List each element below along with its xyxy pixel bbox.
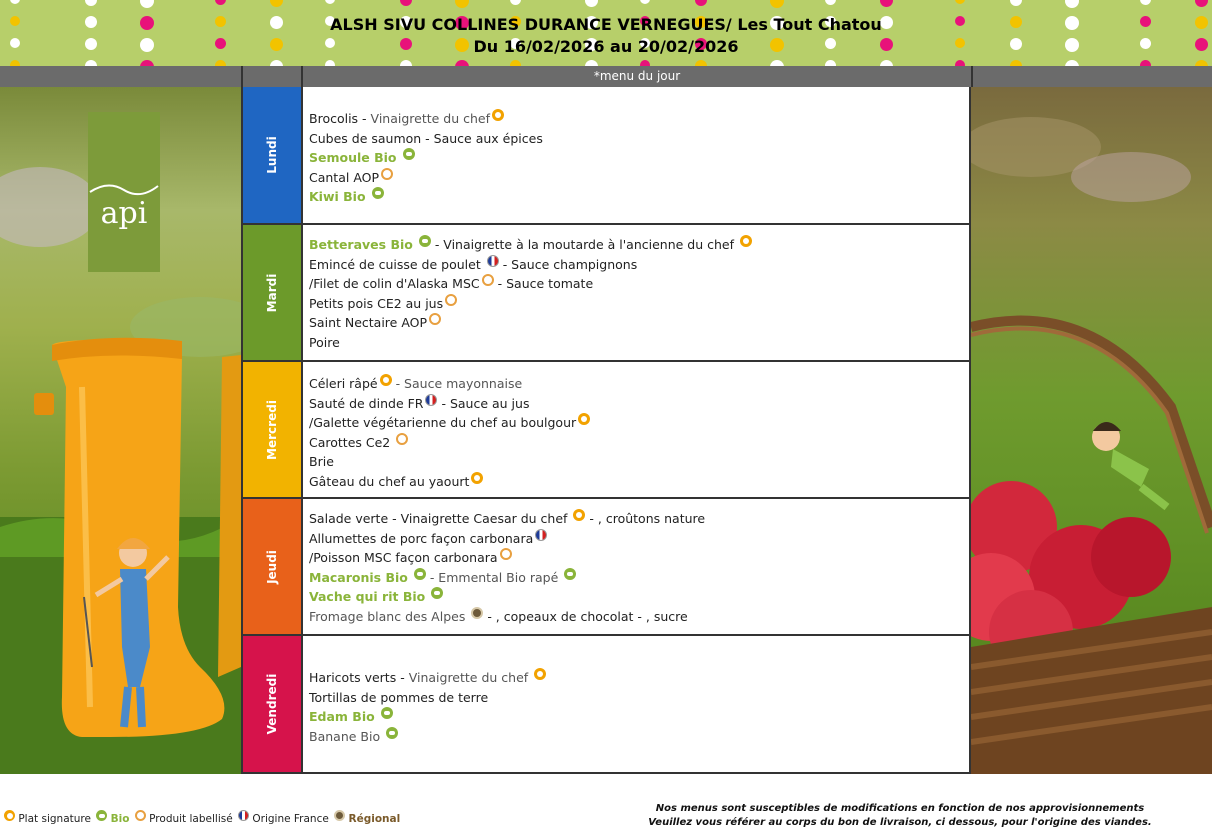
origine-france-icon (238, 810, 249, 821)
polka-dot (880, 0, 893, 7)
polka-dot (1195, 0, 1208, 7)
boot-illustration (0, 87, 241, 774)
bio-icon (372, 187, 384, 199)
regional-icon (334, 810, 345, 821)
polka-dot (325, 0, 335, 4)
polka-dot (270, 0, 283, 7)
disclaimer-line-1: Nos menus sont susceptibles de modifications en fonction de nos approvisionnements (655, 803, 1145, 814)
menu-item: Haricots verts - Vinaigrette du chef (309, 668, 963, 688)
day-label-mardi: Mardi (241, 225, 303, 362)
label-icon (381, 168, 393, 180)
polka-dot (140, 0, 154, 8)
menu-item: Semoule Bio (309, 148, 963, 168)
label-icon (445, 294, 457, 306)
menu-item: Tortillas de pommes de terre (309, 689, 489, 705)
label-icon (135, 810, 146, 821)
bio-icon (386, 727, 398, 739)
label-icon (482, 274, 494, 286)
menu-item: Kiwi Bio (309, 187, 963, 207)
menu-item: Allumettes de porc façon carbonara (309, 529, 963, 549)
menu-item: /Poisson MSC façon carbonara (309, 548, 963, 568)
origine-france-icon (425, 394, 437, 406)
plat-signature-icon (534, 668, 546, 680)
menu-cell-vendredi (303, 636, 971, 774)
menu-item: Cubes de saumon - Sauce aux épices (309, 130, 543, 146)
date-range: Du 16/02/2026 au 20/02/2026 (473, 37, 739, 56)
header-bar-days (241, 66, 303, 87)
day-label-jeudi: Jeudi (241, 499, 303, 636)
menu-cell-mardi (303, 225, 971, 362)
polka-dot (825, 0, 836, 5)
menu-cell-mercredi (303, 362, 971, 499)
origine-france-icon (535, 529, 547, 541)
menu-item: Brie (309, 454, 334, 469)
polka-dot (85, 0, 97, 6)
header-bar-left (0, 66, 241, 87)
plat-signature-icon (573, 509, 585, 521)
column-header: *menu du jour (303, 66, 971, 87)
polka-dot (510, 0, 521, 5)
label-icon (429, 313, 441, 325)
menu-item: Carottes Ce2 (309, 433, 963, 453)
plat-signature-icon (578, 413, 590, 425)
regional-icon (471, 607, 483, 619)
header-banner (0, 0, 1212, 66)
menu-cell-lundi (303, 87, 971, 225)
menu-item: Céleri râpé - Sauce mayonnaise (309, 376, 523, 391)
header-bar-right (971, 66, 1212, 87)
plat-signature-icon (740, 235, 752, 247)
menu-cell-jeudi (303, 499, 971, 636)
menu-item: Fromage blanc des Alpes - , copeaux de chocolat - , sucre (309, 608, 688, 624)
polka-dot (770, 0, 784, 8)
polka-dot (1065, 0, 1079, 8)
legend: Plat signature Bio Produit labellisé Origine France Régional (2, 810, 400, 825)
disclaimer-line-2: Veuillez vous référer au corps du bon de livraison, ci dessous, pour l'origine des viandes. (648, 817, 1152, 828)
polka-dot (955, 0, 965, 4)
bio-icon (431, 587, 443, 599)
plat-signature-icon (380, 374, 392, 386)
menu-item: Poire (309, 334, 340, 350)
menu-item: Banane Bio (309, 727, 963, 747)
menu-item: Brocolis - Vinaigrette du chef (309, 109, 963, 129)
bio-icon (96, 810, 107, 821)
menu-item: Saint Nectaire AOP (309, 313, 963, 333)
menu-item: Betteraves Bio - Vinaigrette à la moutarde à l'ancienne du chef (309, 235, 963, 255)
api-logo (88, 112, 160, 272)
menu-item: Macaronis Bio - Emmental Bio rapé (309, 568, 963, 588)
polka-dot (10, 0, 20, 4)
origine-france-icon (487, 255, 499, 267)
polka-dot (1140, 0, 1151, 5)
bio-icon (419, 235, 431, 247)
polka-dot (455, 0, 469, 8)
polka-dot (400, 0, 412, 6)
plat-signature-icon (492, 109, 504, 121)
menu-item: Vache qui rit Bio (309, 587, 963, 607)
menu-item: Petits pois CE2 au jus (309, 294, 963, 314)
label-icon (500, 548, 512, 560)
polka-dot (640, 0, 650, 4)
polka-dot (215, 0, 226, 5)
label-icon (396, 433, 408, 445)
page-title: ALSH SIVU COLLINES DURANCE VERNEGUES/ Les Tout Chatou (330, 15, 882, 34)
api-logo-text: api (100, 196, 148, 231)
menu-item: /Galette végétarienne du chef au boulgour (309, 413, 963, 433)
day-label-mercredi: Mercredi (241, 362, 303, 499)
day-label-vendredi: Vendredi (241, 636, 303, 774)
plat-signature-icon (471, 472, 483, 484)
menu-item: Emincé de cuisse de poulet - Sauce champignons (309, 256, 638, 272)
polka-dot (1010, 0, 1022, 6)
polka-dot (695, 0, 707, 6)
menu-item: Sauté de dinde FR - Sauce au jus (309, 395, 530, 411)
bio-icon (381, 707, 393, 719)
menu-item: Salade verte - Vinaigrette Caesar du chef - , croûtons nature (309, 511, 706, 526)
bio-icon (414, 568, 426, 580)
bio-icon (403, 148, 415, 160)
menu-item: Edam Bio (309, 707, 963, 727)
menu-item: /Filet de colin d'Alaska MSC - Sauce tomate (309, 276, 594, 291)
plat-signature-icon (4, 810, 15, 821)
menu-item: Cantal AOP (309, 168, 963, 188)
polka-dot (585, 0, 598, 7)
apple-basket-illustration (971, 87, 1212, 774)
day-label-lundi: Lundi (241, 87, 303, 225)
bio-icon (564, 568, 576, 580)
menu-item: Gâteau du chef au yaourt (309, 472, 963, 492)
